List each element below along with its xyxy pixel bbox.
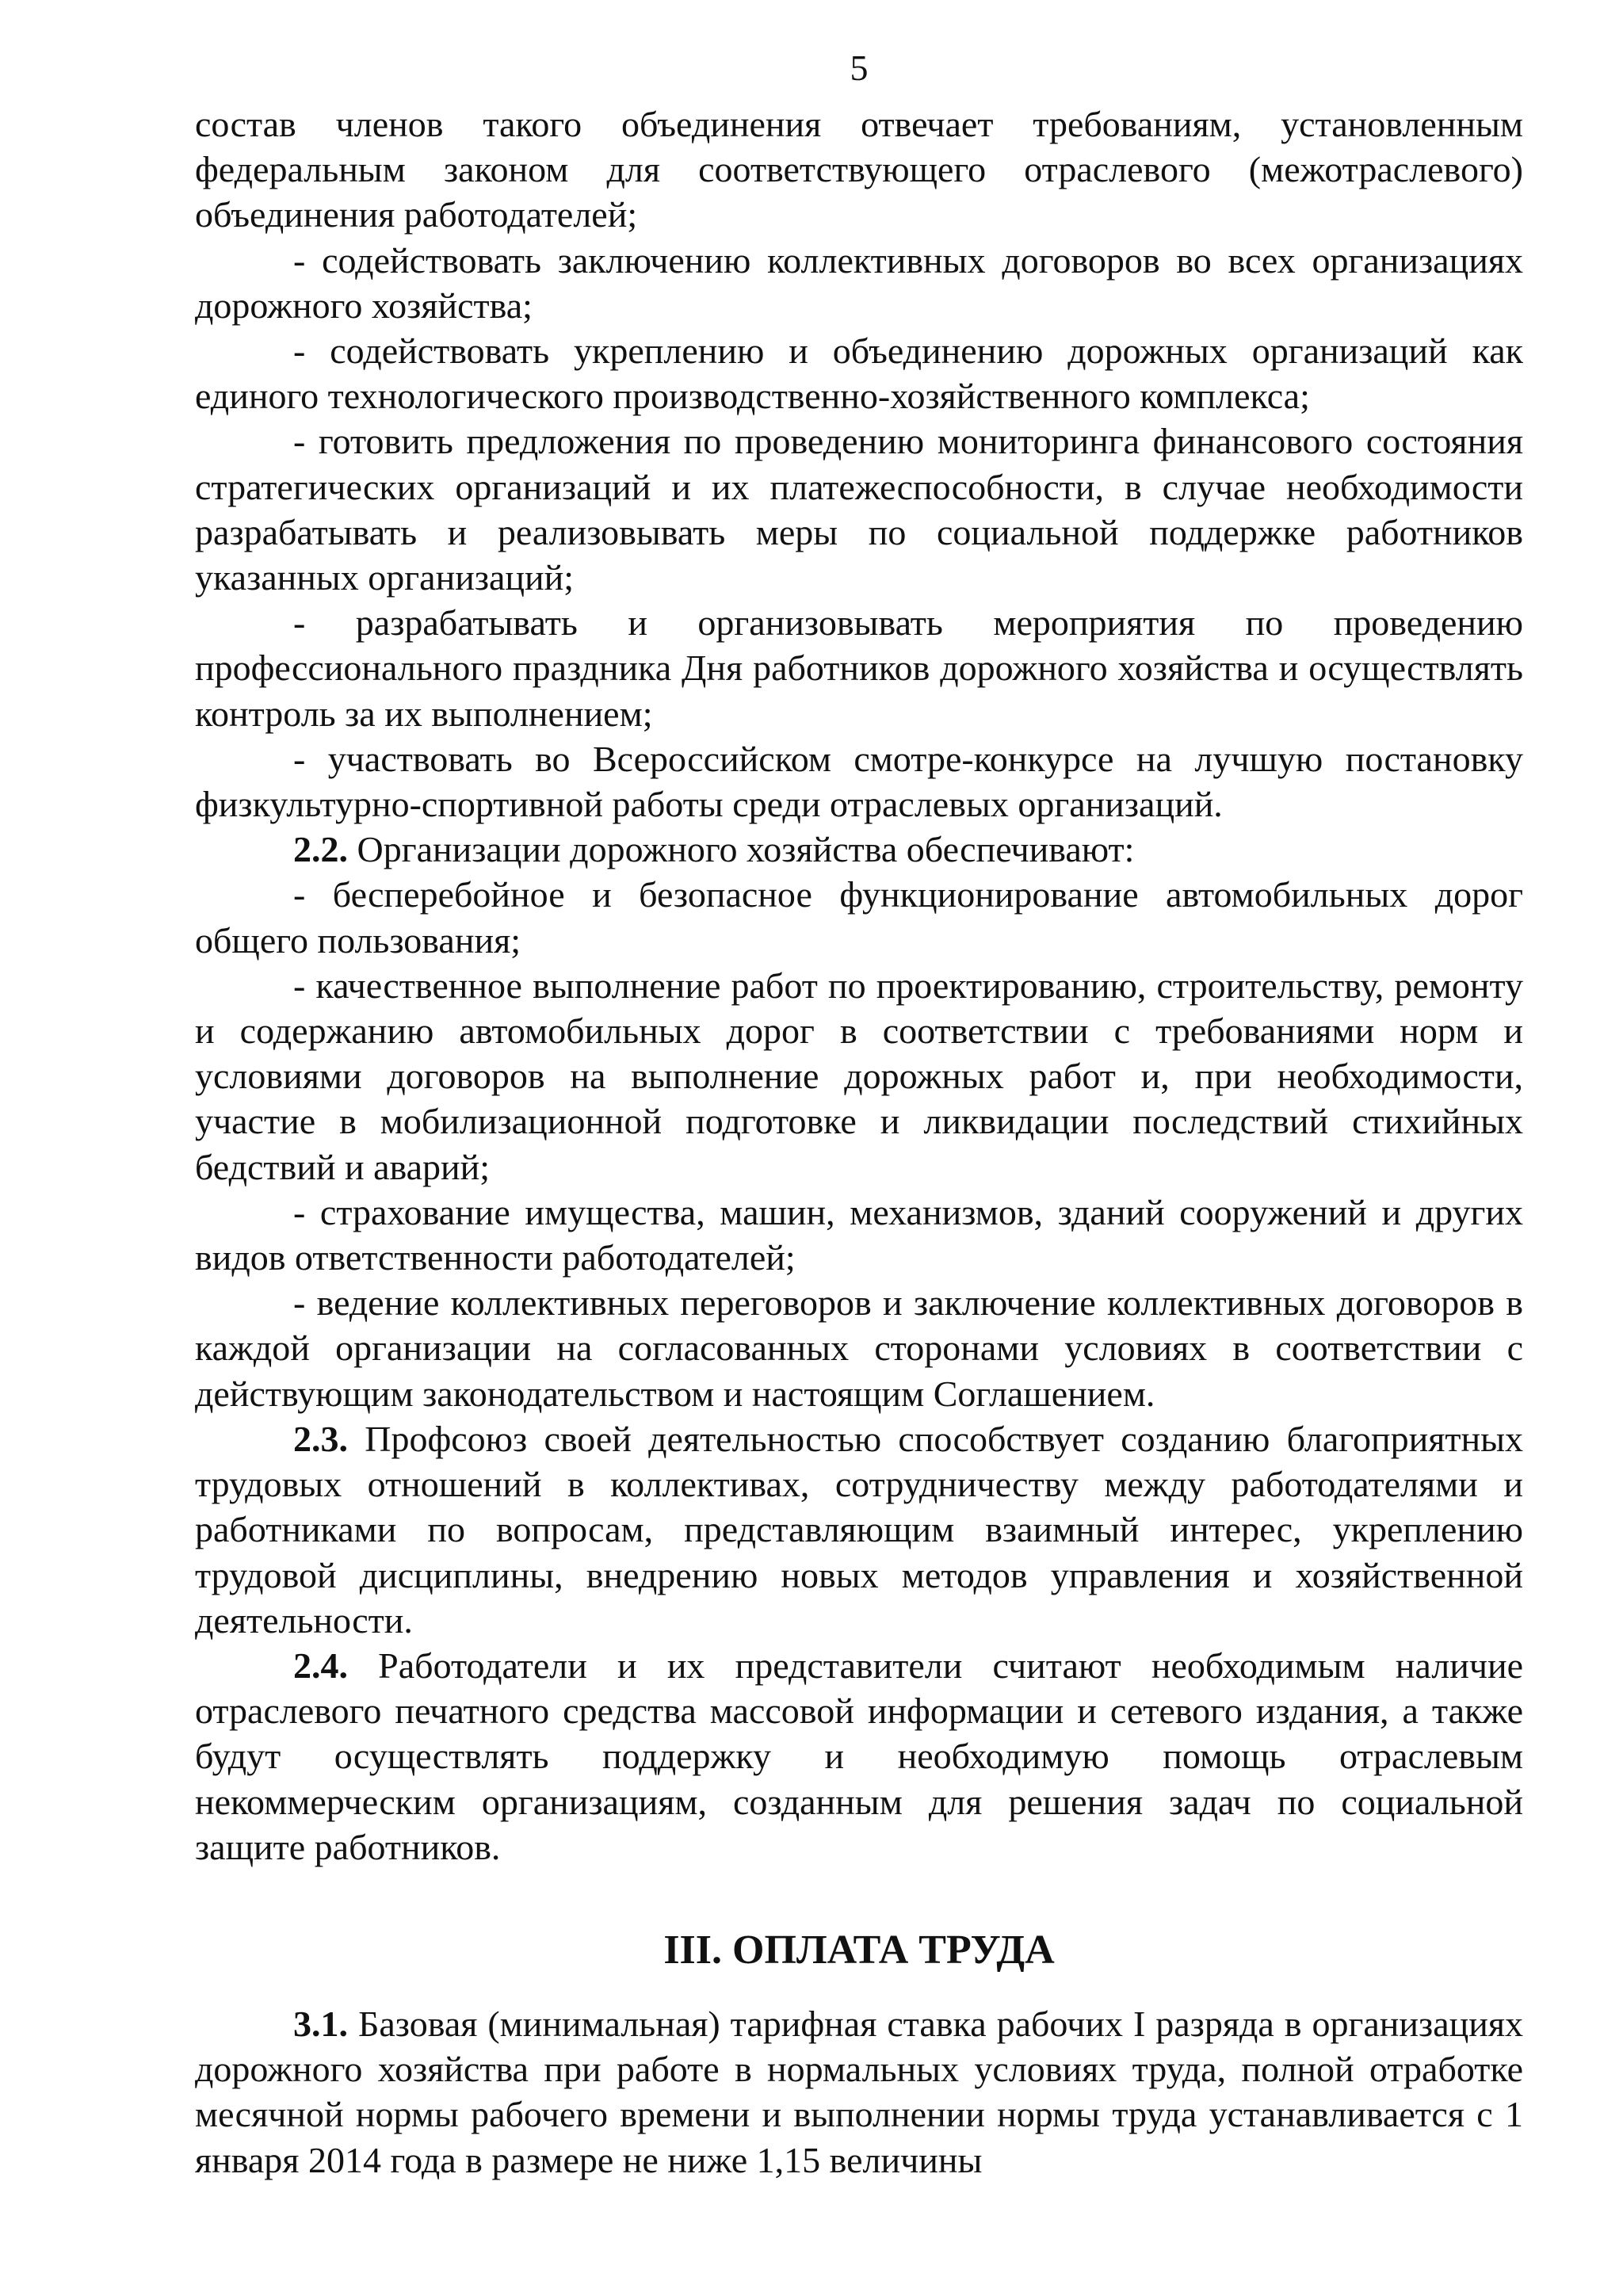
paragraph-text: Базовая (минимальная) тарифная ставка рабочих I разряда в организациях дорожного хозяйства при работе в нормальных условиях труда, полной отработке месячной нормы рабочего времени и выполнении нормы труда устанавливается с 1 января 2014 года в размере не ниже 1,15 величины [195,2003,1523,2180]
paragraph-continued [195,101,1523,238]
paragraph-list-item [195,238,1523,328]
section-title: III. ОПЛАТА ТРУДА [663,1927,1055,1973]
paragraph-list-item [195,872,1523,962]
paragraph-text: - готовить предложения по проведению мониторинга финансового состояния стратегических организаций и их платежеспособности, в случае необходимости разрабатывать и реализовывать меры по социальной поддержке работников указанных организаций; [195,421,1523,598]
paragraph-text: - участвовать во Всероссийском смотре-конкурсе на лучшую постановку физкультурно-спортивной работы среди отраслевых организаций. [195,738,1523,825]
paragraph-text: - содействовать заключению коллективных договоров во всех организациях дорожного хозяйства; [195,239,1523,326]
clause-number: 2.2. [293,829,348,870]
paragraph-text: - содействовать укреплению и объединению дорожных организаций как единого технологического производственно-хозяйственного комплекса; [195,330,1523,417]
paragraph-list-item [195,1190,1523,1280]
paragraph-text: - разрабатывать и организовывать мероприятия по проведению профессионального праздника Дня работников дорожного хозяйства и осуществлять контроль за их выполнением; [195,602,1523,734]
paragraph-text: - страхование имущества, машин, механизмов, зданий сооружений и других видов ответственности работодателей; [195,1191,1523,1278]
clause-2-4 [195,1643,1523,1870]
paragraph-list-item [195,328,1523,418]
paragraph-text: Работодатели и их представители считают необходимым наличие отраслевого печатного средства массовой информации и сетевого издания, а также будут осуществлять поддержку и необходимую помощь отраслевым некоммерческим организациям, созданным для решения задач по социальной защите работников. [195,1645,1523,1867]
clause-3-1 [195,2001,1523,2183]
paragraph-list-item [195,963,1523,1190]
paragraph-list-item [195,736,1523,827]
paragraph-text: - бесперебойное и безопасное функционирование автомобильных дорог общего пользования; [195,874,1523,961]
paragraph-list-item [195,1280,1523,1416]
clause-number: 2.3. [293,1418,348,1459]
paragraph-text: Организации дорожного хозяйства обеспечивают: [348,829,1135,870]
clause-2-2 [195,827,1523,872]
clause-number: 2.4. [293,1645,348,1686]
page-number: 5 [850,48,869,88]
paragraph-text: состав членов такого объединения отвечает требованиям, установленным федеральным законом для соответствующего отраслевого (межотраслевого) объединения работодателей; [195,104,1523,235]
paragraph-list-item [195,418,1523,600]
paragraph-text: - качественное выполнение работ по проектированию, строительству, ремонту и содержанию автомобильных дорог в соответствии с требованиями норм и условиями договоров на выполнение дорожных работ и, при необходимости, участие в мобилизационной подготовке и ликвидации последствий стихийных бедствий и аварий; [195,965,1523,1187]
paragraph-list-item [195,600,1523,736]
document-page [195,44,1523,2183]
paragraph-text: Профсоюз своей деятельностью способствует созданию благоприятных трудовых отношений в коллективах, сотрудничеству между работодателями и работниками по вопросам, представляющим взаимный интерес, укреплению трудовой дисциплины, внедрению новых методов управления и хозяйственной деятельности. [195,1418,1523,1641]
clause-number: 3.1. [293,2003,348,2044]
clause-2-3 [195,1416,1523,1643]
paragraph-text: - ведение коллективных переговоров и заключение коллективных договоров в каждой организации на согласованных сторонами условиях в соответствии с действующим законодательством и настоящим Соглашением. [195,1282,1523,1414]
